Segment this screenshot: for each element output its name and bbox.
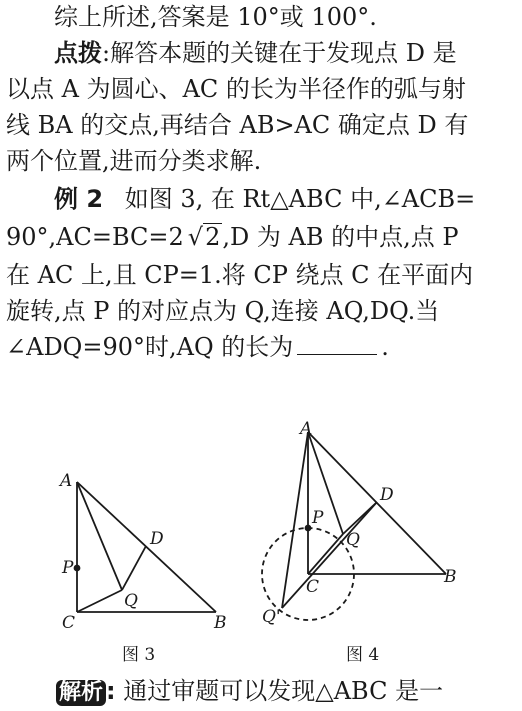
fig3-label-C: C	[62, 613, 76, 633]
figure-3	[75, 482, 217, 612]
question-text: ∠ADQ=90°时,AQ 的长为	[6, 333, 294, 361]
example-cond-b: ,D 为 AB 的中点,点 P	[222, 223, 459, 251]
hint-text-3: 线 BA 的交点,再结合 AB>AC 确定点 D 有	[6, 111, 469, 139]
sqrt-expression: √2	[187, 223, 221, 251]
fig4-label-Q-prime: Q'	[262, 607, 281, 627]
example-text-3: 在 AC 上,且 CP=1.将 CP 绕点 C 在平面内	[6, 261, 474, 289]
question-end: .	[381, 333, 389, 361]
example-text-4: 旋转,点 P 的对应点为 Q,连接 AQ,DQ.当	[6, 297, 440, 325]
fig4-label-B: B	[444, 567, 457, 587]
fig4-label-C: C	[306, 577, 320, 597]
conclusion-text: 综上所述,答案是 10°或 100°.	[54, 3, 377, 31]
analysis-label: 解析	[56, 680, 106, 706]
fig3-label-P: P	[62, 558, 74, 578]
analysis-colon: :	[106, 677, 116, 705]
example-text: 如图 3, 在 Rt△ABC 中,∠ACB=	[124, 185, 476, 213]
fig3-segment-DQ	[122, 546, 146, 590]
fig4-segment-CQ	[308, 534, 343, 574]
fig3-segment-CQ	[77, 590, 122, 612]
analysis-text: 通过审题可以发现△ABC 是一	[123, 677, 444, 705]
fig3-label-A: A	[60, 471, 73, 491]
fig3-label-Q: Q	[124, 591, 138, 611]
fig4-label-A: A	[300, 419, 313, 439]
example-cond-a: 90°,AC=BC=2	[6, 223, 184, 251]
fig3-point-P	[75, 566, 80, 571]
fig3-label-D: D	[150, 529, 164, 549]
fig4-label-Q: Q	[346, 530, 360, 550]
figure-4-caption: 图 4	[346, 645, 380, 665]
figure-4	[262, 432, 446, 620]
fig4-label-D: D	[380, 485, 394, 505]
text-line-11	[56, 676, 522, 706]
example-label: 例 2	[54, 185, 104, 213]
fig3-segment-AQ	[77, 482, 122, 590]
fig4-segment-DQ2	[282, 502, 377, 608]
radicand: 2	[205, 223, 221, 251]
fig4-point-P	[306, 526, 311, 531]
fig4-segment-AQ2	[282, 432, 308, 608]
fig3-label-B: B	[214, 613, 227, 633]
fig4-label-P: P	[312, 508, 324, 528]
hint-text-2: 以点 A 为圆心、AC 的长为半径作的弧与射	[6, 75, 466, 103]
figure-3-caption: 图 3	[122, 645, 156, 665]
hint-text-4: 两个位置,进而分类求解.	[6, 147, 262, 175]
hint-text: :解答本题的关键在于发现点 D 是	[102, 39, 457, 67]
fig3-side-AB	[77, 482, 216, 612]
hint-label: 点拨	[54, 39, 102, 67]
